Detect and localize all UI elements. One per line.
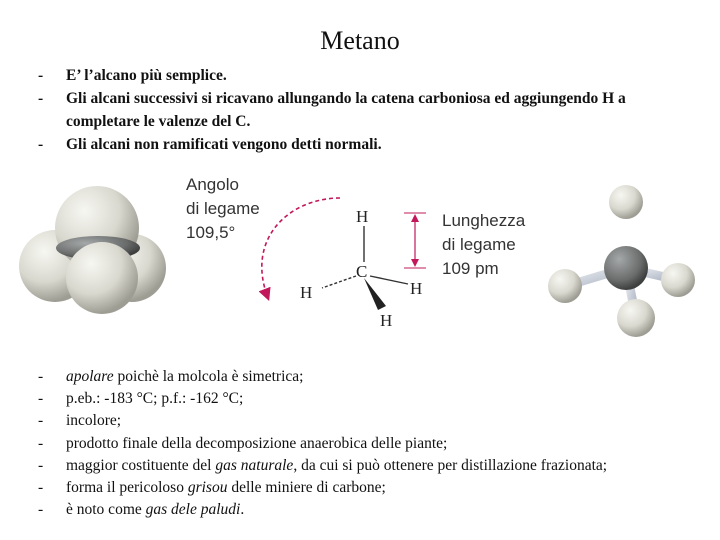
slide-title: Metano [320, 26, 400, 55]
carbon-atom [604, 246, 648, 290]
intro-point: - Gli alcani successivi si ricavano allungando la catena carboniosa ed aggiungendo H a completare le valenze del C. [38, 90, 626, 130]
space-filling-model [19, 186, 166, 314]
atom-label-h: H [356, 207, 369, 226]
property-item: - prodotto finale della decomposizione anaerobica delle piante; [38, 434, 448, 452]
intro-point-text: E’ l’alcano più semplice. [66, 67, 227, 84]
methane-figure [0, 168, 720, 348]
property-item: - maggior costituente del gas naturale, da cui si può ottenere per distillazione frazionata; [38, 456, 608, 474]
angle-label-line: di legame [186, 199, 260, 218]
hydrogen-atom [66, 242, 138, 314]
atom-label-c: C [356, 262, 368, 281]
atom-label-h: H [300, 283, 313, 302]
atom-label-h: H [410, 279, 423, 298]
structural-formula [300, 207, 422, 330]
bond-line [322, 276, 356, 288]
angle-label-line: Angolo [186, 175, 239, 194]
length-label-line: di legame [442, 235, 516, 254]
bond-line [370, 276, 408, 284]
angle-label-line: 109,5° [186, 223, 236, 242]
intro-point-text: Gli alcani non ramificati vengono detti normali. [66, 136, 382, 153]
hydrogen-atom [609, 185, 643, 219]
length-label-line: 109 pm [442, 259, 499, 278]
ball-and-stick-model [548, 185, 695, 337]
intro-point: - E’ l’alcano più semplice. [38, 67, 227, 84]
length-label-line: Lunghezza [442, 211, 526, 230]
intro-list [38, 64, 678, 156]
atom-label-h: H [380, 311, 393, 330]
intro-point: - Gli alcani non ramificati vengono detti normali. [38, 136, 382, 153]
property-item: - apolare poichè la molcola è simetrica; [38, 368, 304, 385]
property-item: - p.eb.: -183 °C; p.f.: -162 °C; [38, 390, 244, 408]
wedge-bond [364, 278, 386, 310]
property-item: - forma il pericoloso grisou delle miniere di carbone; [38, 479, 386, 497]
dimension-arrowhead [411, 259, 419, 267]
dimension-arrowhead [411, 214, 419, 222]
bond-length-marker [404, 213, 426, 268]
hydrogen-atom [661, 263, 695, 297]
property-item: - è noto come gas dele paludi. [38, 501, 245, 519]
properties-list [38, 366, 688, 521]
hydrogen-atom [617, 299, 655, 337]
intro-point-text: Gli alcani successivi si ricavano allungando la catena carboniosa ed aggiungendo H a completare le valenze del C. [66, 90, 626, 130]
property-item: - incolore; [38, 412, 122, 430]
methane-illustration [0, 168, 720, 348]
hydrogen-atom [548, 269, 582, 303]
